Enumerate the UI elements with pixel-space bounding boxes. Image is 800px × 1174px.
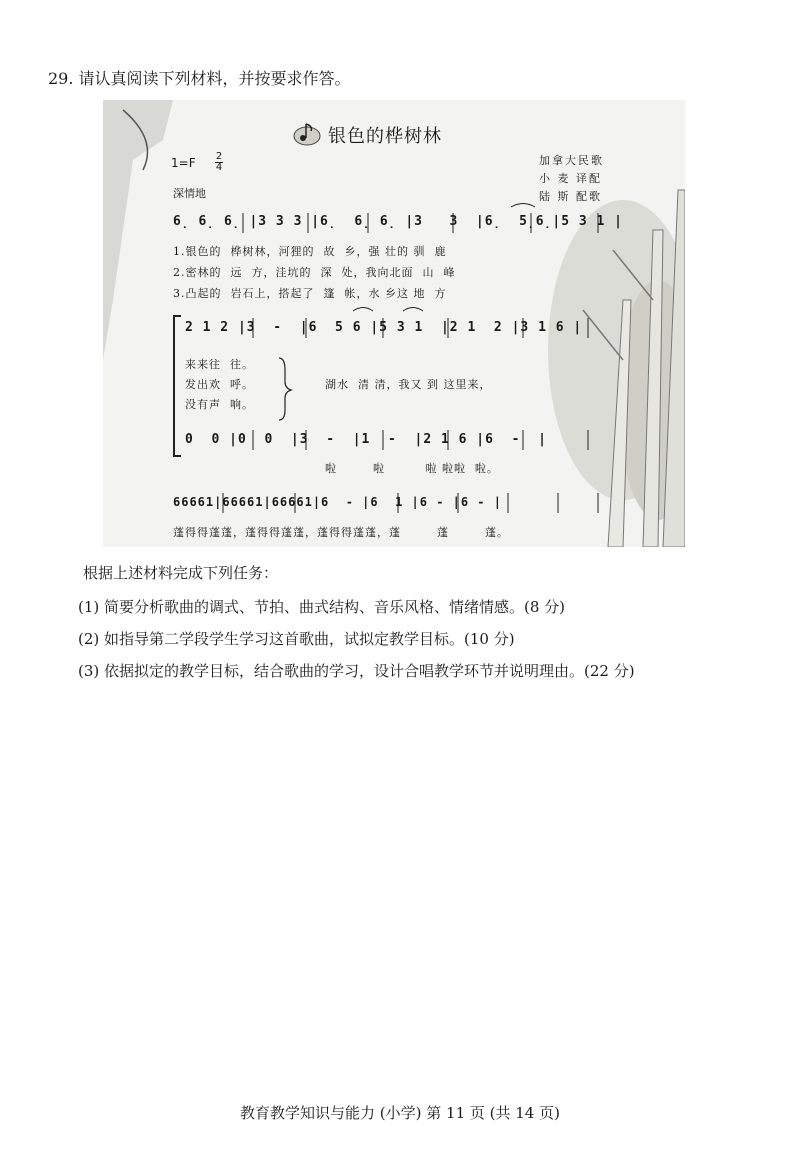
time-signature-bottom: 4 (215, 162, 223, 173)
line4-lyrics: 蓬得得蓬蓬，蓬得得蓬蓬，蓬得得蓬蓬，蓬 蓬 蓬。 (173, 526, 509, 539)
time-signature (215, 152, 223, 173)
key-signature: 1=F (171, 156, 196, 170)
line1-lyric-3: 3.凸起的 岩石上，搭起了 篷 帐，水 乡这 地 方 (173, 287, 447, 300)
line1-notes: 6̣ 6̣ 6̣ |3 3 3 |6̣ 6̣ 6̣ |3 3 |6̣ 5̣6̣|5 3 1 | (173, 214, 623, 229)
line4-notes: 66661|66661|66661|6 - |6 1 |6 - |6 - | (173, 495, 502, 509)
task-item-3: (3) 依据拟定的教学目标，结合歌曲的学习，设计合唱教学环节并说明理由。(22 分) (78, 662, 635, 680)
line2-lyric-left-2: 发出欢 呼。 (185, 378, 254, 391)
page-footer: 教育教学知识与能力 (小学) 第 11 页 (共 14 页) (240, 1104, 560, 1122)
line1-lyric-1: 1.银色的 桦树林，河狸的 故 乡，强 壮的 驯 鹿 (173, 245, 447, 258)
credit-line-2: 小 麦 译配 (539, 172, 602, 185)
credit-line-3: 陆 斯 配歌 (539, 190, 602, 203)
line3-lyrics: 啦 啦 啦 啦啦 啦。 (325, 462, 499, 475)
line2-lyric-left-3: 没有声 响。 (185, 398, 254, 411)
question-header: 29. 请认真阅读下列材料，并按要求作答。 (48, 69, 351, 88)
time-signature-top: 2 (215, 151, 223, 162)
line1-lyric-2: 2.密林的 远 方，洼坑的 深 处，我向北面 山 峰 (173, 266, 456, 279)
task-item-2: (2) 如指导第二学段学生学习这首歌曲，试拟定教学目标。(10 分) (78, 630, 515, 648)
task-item-1: (1) 简要分析歌曲的调式、节拍、曲式结构、音乐风格、情绪情感。(8 分) (78, 598, 566, 616)
credit-line-1: 加拿大民歌 (539, 154, 604, 167)
system-bracket (173, 315, 181, 457)
line3-notes: 0 0 |0 0 |3 - |1 - |2 1 6 |6 - | (185, 432, 547, 447)
tasks-intro: 根据上述材料完成下列任务： (83, 564, 279, 582)
song-score-image (103, 100, 685, 547)
tempo-mark: 深情地 (173, 187, 206, 200)
song-title: 银色的桦树林 (328, 126, 442, 147)
music-note-icon (291, 116, 323, 148)
line2-lyric-left-1: 来来往 往。 (185, 358, 254, 371)
line2-lyric-right: 湖水 清 清，我又 到 这里来， (325, 378, 492, 391)
line2-notes: 2 1 2 |3 - |6 5 6 |5 3 1 |2 1 2 |3 1 6 | (185, 320, 583, 335)
